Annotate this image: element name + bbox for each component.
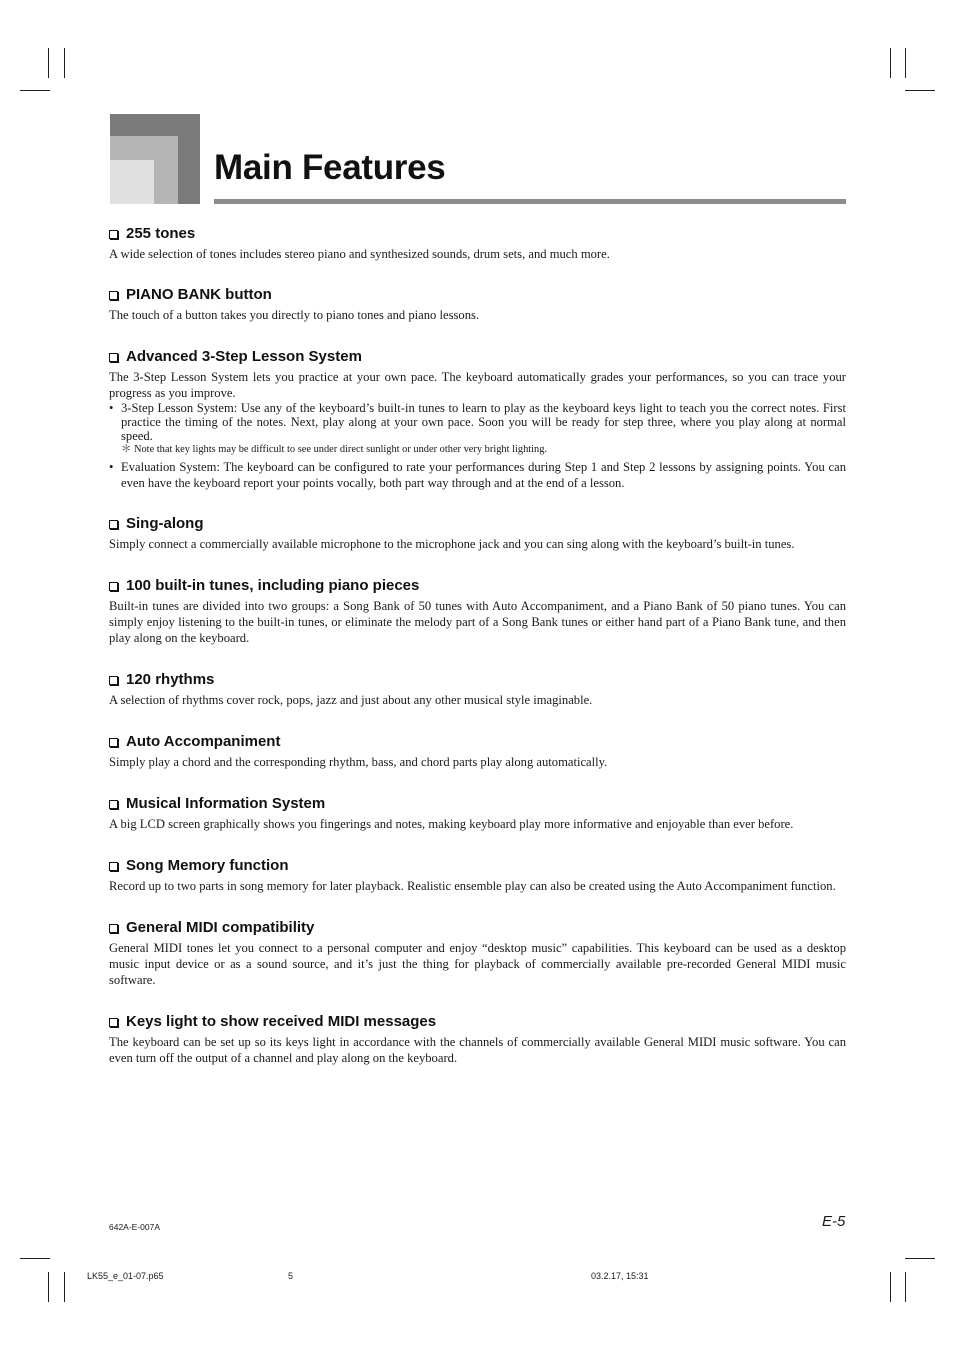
crop-mark (905, 48, 906, 78)
feature-section (109, 668, 846, 708)
slug-filename: LK55_e_01-07.p65 (87, 1271, 164, 1281)
section-heading-text: General MIDI compatibility (126, 919, 315, 936)
features-content (109, 222, 846, 1066)
section-body: General MIDI tones let you connect to a personal computer and enjoy “desktop music” capabilities. This keyboard can be used as a desktop music input device or as a sound source, and it’s just the thing for playback of commercially available pre-recorded General MIDI music software. (109, 941, 846, 987)
section-body: A big LCD screen graphically shows you fingerings and notes, making keyboard play more informative and enjoyable than ever before. (109, 817, 794, 831)
feature-section (109, 1010, 846, 1066)
checkbox-icon (109, 738, 118, 747)
section-heading (109, 668, 846, 692)
checkbox-icon (109, 924, 118, 933)
bullet-text: Evaluation System: The keyboard can be configured to rate your performances during Step 1 and Step 2 lessons by assigning points. You can even have the keyboard report your points vocally, both part way through and at the end of a lesson. (121, 460, 846, 490)
section-heading (109, 854, 846, 878)
section-heading (109, 1010, 846, 1034)
checkbox-icon (109, 230, 118, 239)
feature-section (109, 792, 846, 832)
feature-section (109, 574, 846, 646)
header-decoration (110, 114, 200, 204)
checkbox-icon (109, 800, 118, 809)
feature-section (109, 730, 846, 770)
header-decoration-square (110, 160, 154, 204)
document-code: 642A-E-007A (109, 1222, 161, 1232)
section-heading-text: Musical Information System (126, 795, 326, 812)
section-heading-text: Advanced 3-Step Lesson System (126, 348, 362, 365)
section-heading (109, 792, 846, 816)
section-heading (109, 283, 846, 307)
feature-section (109, 512, 846, 552)
section-heading (109, 916, 846, 940)
section-heading (109, 512, 846, 536)
crop-mark (20, 1258, 50, 1259)
crop-mark (20, 90, 50, 91)
page-title: Main Features (214, 148, 446, 187)
section-heading-text: Keys light to show received MIDI messages (126, 1013, 437, 1030)
feature-section (109, 916, 846, 988)
section-body: Simply connect a commercially available microphone to the microphone jack and you can sing along with the keyboard’s built-in tunes. (109, 537, 795, 551)
section-body: Record up to two parts in song memory for later playback. Realistic ensemble play can also be created using the Auto Accompaniment function. (109, 879, 836, 893)
slug-date: 03.2.17, 15:31 (591, 1271, 649, 1281)
section-heading-text: Song Memory function (126, 857, 289, 874)
section-heading (109, 345, 846, 369)
section-heading-text: 255 tones (126, 225, 196, 242)
section-heading-text: PIANO BANK button (126, 286, 272, 303)
crop-mark (890, 48, 891, 78)
section-body: A selection of rhythms cover rock, pops, jazz and just about any other musical style imaginable. (109, 693, 593, 707)
section-heading (109, 574, 846, 598)
checkbox-icon (109, 676, 118, 685)
section-heading-text: Auto Accompaniment (126, 733, 281, 750)
section-body: A wide selection of tones includes stereo piano and synthesized sounds, drum sets, and much more. (109, 247, 610, 261)
feature-section (109, 854, 846, 894)
section-heading-text: 120 rhythms (126, 671, 215, 688)
checkbox-icon (109, 1018, 118, 1027)
checkbox-icon (109, 520, 118, 529)
crop-mark (890, 1272, 891, 1302)
section-body: Built-in tunes are divided into two groups: a Song Bank of 50 tunes with Auto Accompaniment, and a Piano Bank of 50 piano tunes. You can simply enjoy listening to the built-in tunes, or eliminate the melody part of a Song Bank tunes or either hand part of a Piano Bank tune, and then play along on the keyboard. (109, 599, 846, 645)
crop-mark (48, 1272, 49, 1302)
feature-section (109, 222, 846, 262)
slug-page: 5 (288, 1271, 294, 1281)
bullet-item: • 3-Step Lesson System: Use any of the keyboard’s built-in tunes to learn to play as the keyboard keys light to teach you the correct notes. First practice the timing of the notes. Next, play along at your own pace. Soon you will be ready for step three, where you play along at normal speed. (109, 401, 846, 443)
checkbox-icon (109, 353, 118, 362)
section-heading (109, 222, 846, 246)
feature-section (109, 283, 846, 323)
section-body: The 3-Step Lesson System lets you practice at your own pace. The keyboard automatically grades your performances, so you can trace your progress as you improve. (109, 370, 846, 400)
section-heading-text: Sing-along (126, 515, 204, 532)
crop-mark (64, 48, 65, 78)
bullet-text: 3-Step Lesson System: Use any of the keyboard’s built-in tunes to learn to play as the keyboard keys light to teach you the correct notes. First practice the timing of the notes. Next, play along at your own pace. Soon you will be ready for step three, where you play along at normal speed. (121, 401, 846, 443)
checkbox-icon (109, 291, 118, 300)
checkbox-icon (109, 862, 118, 871)
bullet-item: • Evaluation System: The keyboard can be configured to rate your performances during Step 1 and Step 2 lessons by assigning points. You can even have the keyboard report your points vocally, both part way through and at the end of a lesson. (109, 460, 846, 490)
section-body: The keyboard can be set up so its keys light in accordance with the channels of commercially available General MIDI music software. You can even turn off the output of a channel and play along on the keyboard. (109, 1035, 846, 1065)
checkbox-icon (109, 582, 118, 591)
crop-mark (64, 1272, 65, 1302)
section-heading (109, 730, 846, 754)
title-underline (214, 199, 846, 204)
feature-section (109, 345, 846, 491)
section-body: The touch of a button takes you directly to piano tones and piano lessons. (109, 308, 480, 322)
crop-mark (905, 1272, 906, 1302)
section-heading-text: 100 built-in tunes, including piano pieces (126, 577, 420, 594)
crop-mark (48, 48, 49, 78)
note-text: ＊ Note that key lights may be difficult to see under direct sunlight or under other very bright lighting. (121, 444, 548, 455)
crop-mark (905, 1258, 935, 1259)
crop-mark (905, 90, 935, 91)
page-number: E-5 (822, 1213, 846, 1230)
section-body: Simply play a chord and the corresponding rhythm, bass, and chord parts play along automatically. (109, 755, 608, 769)
